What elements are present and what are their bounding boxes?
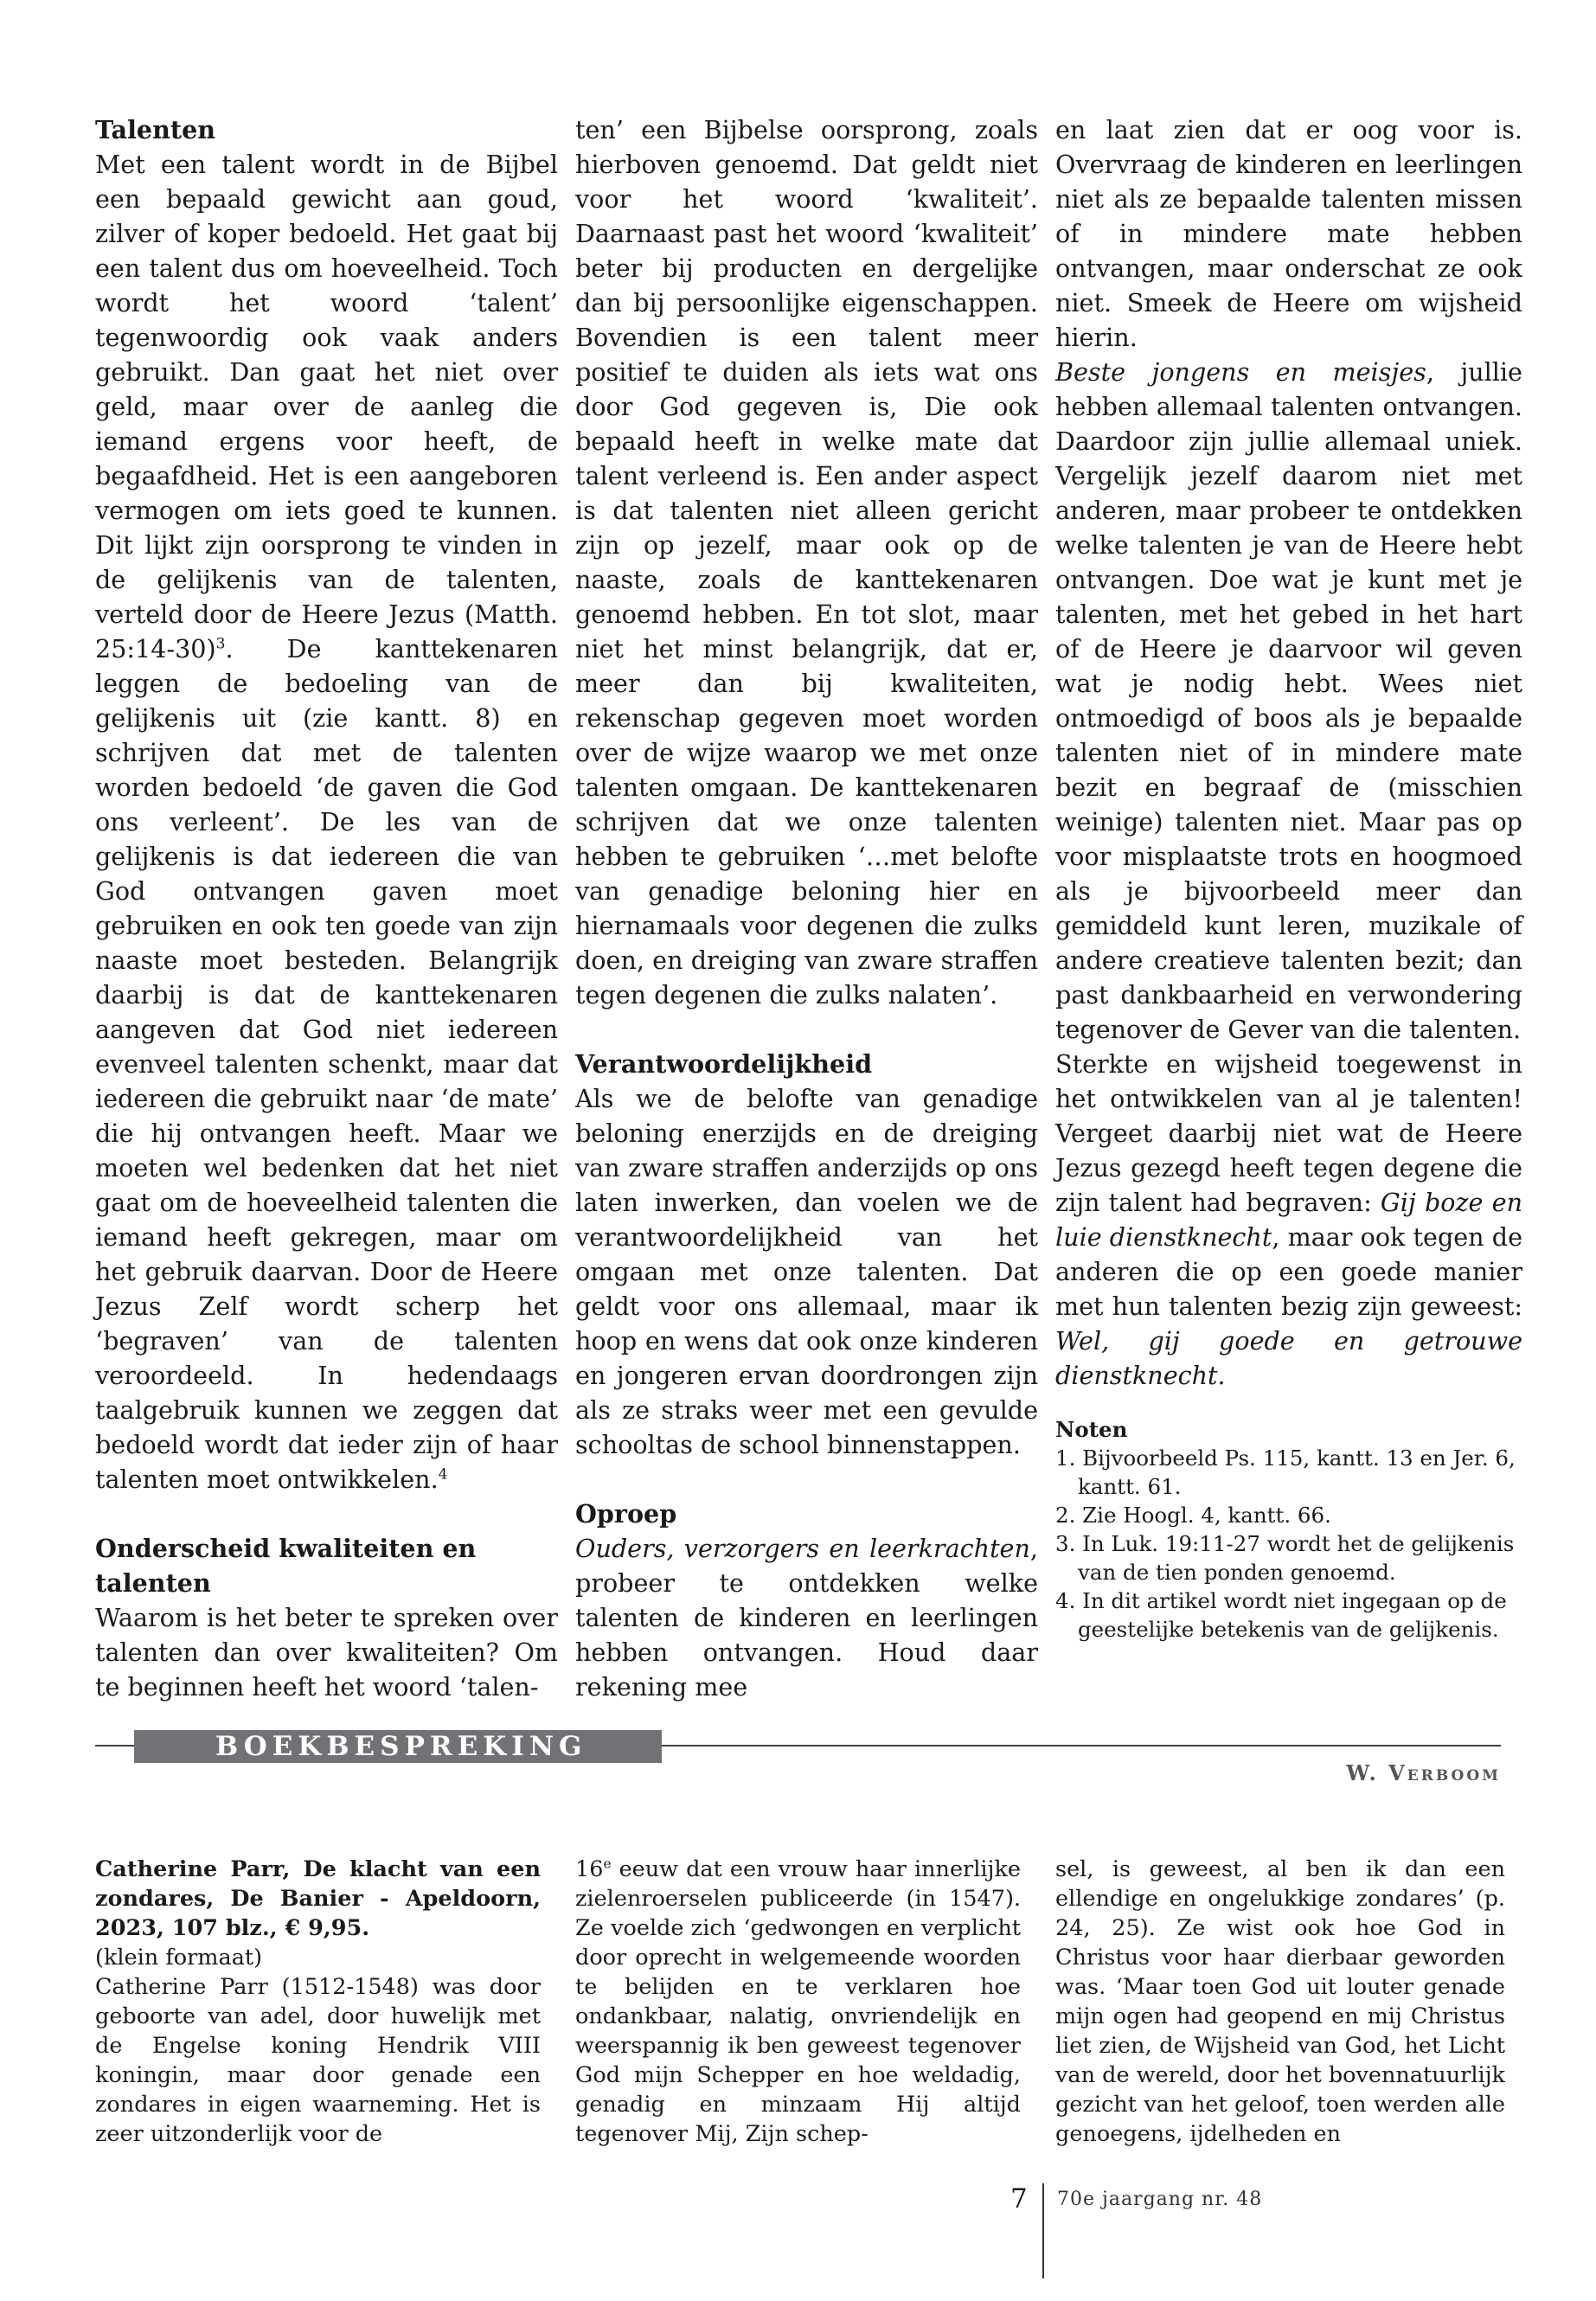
heading-verantwoordelijkheid: Verantwoordelijkheid <box>575 1049 873 1079</box>
review-column-1 <box>95 1855 541 2149</box>
paragraph: Beste jongens en meisjes, jullie hebben allemaal talenten ontvangen. Daardoor zijn jullie allemaal uniek. Vergelijk jezelf daarom niet met anderen, maar probeer te ontdekken welke talenten je van de Heere hebt ontvangen. Doe wat je kunt met je talenten, met het gebed in het hart of de Heere je daarvoor wil geven wat je nodig hebt. Wees niet ontmoedigd of boos als je bepaalde talenten niet of in mindere mate bezit en begraaf de (misschien weinige) talenten niet. Maar pas op voor misplaatste trots en hoogmoed als je bijvoorbeeld meer dan gemiddeld kunt leren, muzikale of andere creatieve talenten bezit; dan past dankbaarheid en verwondering tegenover de Gever van die talenten. <box>1055 357 1522 1044</box>
footnote-item: 1. Bijvoorbeeld Ps. 115, kantt. 13 en Jer. 6, kantt. 61. <box>1055 1445 1516 1499</box>
footnote-item: 2. Zie Hoogl. 4, kantt. 66. <box>1055 1503 1331 1528</box>
issue-label: 70e jaargang nr. 48 <box>1057 2189 1263 2210</box>
heading-onderscheid: Onderscheid kwaliteiten en talenten <box>95 1534 477 1598</box>
book-title: Catherine Parr, De klacht van een zondares, De Banier - Apeldoorn, 2023, 107 blz., € 9,95. <box>95 1856 541 1941</box>
paragraph: Als we de belofte van genadige beloning enerzijds en de dreiging van zware straffen anderzijds op ons laten inwerken, dan voelen we de verantwoordelijkheid van het omgaan met onze talenten. Dat geldt voor ons allemaal, maar ik hoop en wens dat ook onze kinderen en jongeren ervan doordrongen zijn als ze straks weer met een gevulde schooltas de school binnenstappen. <box>575 1084 1038 1459</box>
footnote-ref: 3 <box>215 635 226 653</box>
footnotes <box>1055 1415 1522 1644</box>
article-column-3 <box>1055 112 1522 1644</box>
review-author: W. Verboom <box>1346 1760 1501 1785</box>
paragraph: 16e eeuw dat een vrouw haar innerlijke zielenroerselen publiceerde (in 1547). Ze voelde zich ‘gedwongen en verplicht door oprecht in welgemeende woorden te belijden en te verklaren hoe ondankbaar, nalatig, onvriendelijk en weerspannig ik ben geweest tegenover God mijn Schepper en hoe weldadig, genadig en minzaam Hij altijd tegenover Mij, Zijn schep- <box>575 1856 1021 2147</box>
paragraph: Catherine Parr (1512-1548) was door geboorte van adel, door huwelijk met de Engelse koning Hendrik VIII koningin, maar door genade een zondares in eigen waarneming. Het is zeer uitzonderlijk voor de <box>95 1974 541 2147</box>
heading-talenten: Talenten <box>95 115 216 144</box>
footnotes-title: Noten <box>1055 1417 1128 1442</box>
review-column-2 <box>575 1855 1021 2149</box>
heading-oproep: Oproep <box>575 1499 677 1529</box>
paragraph: en laat zien dat er oog voor is. Overvraag de kinderen en leerlingen niet als ze bepaalde talenten missen of in mindere mate hebben ontvangen, maar onderschat ze ook niet. Smeek de Heere om wijsheid hierin. <box>1055 115 1522 352</box>
article-column-2 <box>575 112 1038 1704</box>
footer-divider <box>1042 2183 1044 2279</box>
review-column-3 <box>1055 1855 1505 2149</box>
footnote-item: 3. In Luk. 19:11-27 wordt het de gelijkenis van de tien ponden genoemd. <box>1055 1531 1515 1585</box>
footnote-item: 4. In dit artikel wordt niet ingegaan op de geestelijke betekenis van de gelijkenis. <box>1055 1588 1507 1642</box>
paragraph: Waarom is het beter te spreken over talenten dan over kwaliteiten? Om te beginnen heeft het woord ‘talen- <box>95 1603 558 1702</box>
paragraph: Sterkte en wijsheid toegewenst in het ontwikkelen van al je talenten! Vergeet daarbij niet wat de Heere Jezus gezegd heeft tegen degene die zijn talent had begraven: Gij boze en luie dienstknecht, maar ook tegen de anderen die op een goede manier met hun talenten bezig zijn geweest: Wel, gij goede en getrouwe dienstknecht. <box>1055 1049 1523 1390</box>
paragraph: ten’ een Bijbelse oorsprong, zoals hierboven genoemd. Dat geldt niet voor het woord ‘kwaliteit’. Daarnaast past het woord ‘kwaliteit’ beter bij producten en dergelijke dan bij persoonlijke eigenschappen. Bovendien is een talent meer positief te duiden als iets wat ons door God gegeven is, Die ook bepaald heeft in welke mate dat talent verleend is. Een ander aspect is dat talenten niet alleen gericht zijn op jezelf, maar ook op de naaste, zoals de kanttekenaren genoemd hebben. En tot slot, maar niet het minst belangrijk, dat er, meer dan bij kwaliteiten, rekenschap gegeven moet worden over de wijze waarop we met onze talenten omgaan. De kanttekenaren schrijven dat we onze talenten hebben te gebruiken ‘…met belofte van genadige beloning hier en hiernamaals voor degenen die zulks doen, en dreiging van zware straffen tegen degenen die zulks nalaten’. <box>575 115 1038 1009</box>
paragraph: Ouders, verzorgers en leerkrachten, probeer te ontdekken welke talenten de kinderen en leerlingen hebben ontvangen. Houd daar rekening mee <box>575 1534 1038 1702</box>
paragraph: sel, is geweest, al ben ik dan een ellendige en ongelukkige zondares’ (p. 24, 25). Ze wist ook hoe God in Christus voor haar dierbaar geworden was. ‘Maar toen God uit louter genade mijn ogen had geopend en mij Christus liet zien, de Wijsheid van God, het Licht van de wereld, door het bovennatuurlijk gezicht van het geloof, toen werden alle genoegens, ijdelheden en <box>1055 1856 1505 2147</box>
review-section-header <box>95 1730 1501 1785</box>
paragraph: Met een talent wordt in de Bijbel een bepaald gewicht aan goud, zilver of koper bedoeld. Het gaat bij een talent dus om hoeveelheid. Toch wordt het woord ‘talent’ tegenwoordig ook vaak anders gebruikt. Dan gaat het niet over geld, maar over de aanleg die iemand ergens voor heeft, de begaafdheid. Het is een aangeboren vermogen om iets goed te kunnen. Dit lijkt zijn oorsprong te vinden in de gelijkenis van de talenten, verteld door de Heere Jezus (Matth. 25:14-30)$^3$. De kanttekenaren leggen de bedoeling van de gelijkenis uit (zie kantt. 8) en schrijven dat met de talenten worden bedoeld ‘de gaven die God ons verleent’. De les van de gelijkenis is dat iedereen die van God ontvangen gaven moet gebruiken en ook ten goede van zijn naaste moet besteden. Belangrijk daarbij is dat de kanttekenaren aangeven dat God niet iedereen evenveel talenten schenkt, maar dat iedereen die gebruikt naar ‘de mate’ die hij ontvangen heeft. Maar we moeten wel bedenken dat het niet gaat om de hoeveelheid talenten die iemand heeft gekregen, maar om het gebruik daarvan. Door de Heere Jezus Zelf wordt scherp het ‘begraven’ van de talenten veroordeeld. In hedendaags taalgebruik kunnen we zeggen dat bedoeld wordt dat ieder zijn of haar talenten moet ontwikkelen.$^4$ <box>95 150 558 1494</box>
section-banner: BOEKBESPREKING <box>134 1730 662 1763</box>
article-column-1 <box>95 112 558 1704</box>
footnote-ref: 4 <box>438 1465 448 1484</box>
book-format: (klein formaat) <box>95 1945 263 1971</box>
page-number: 7 <box>1010 2183 1028 2214</box>
